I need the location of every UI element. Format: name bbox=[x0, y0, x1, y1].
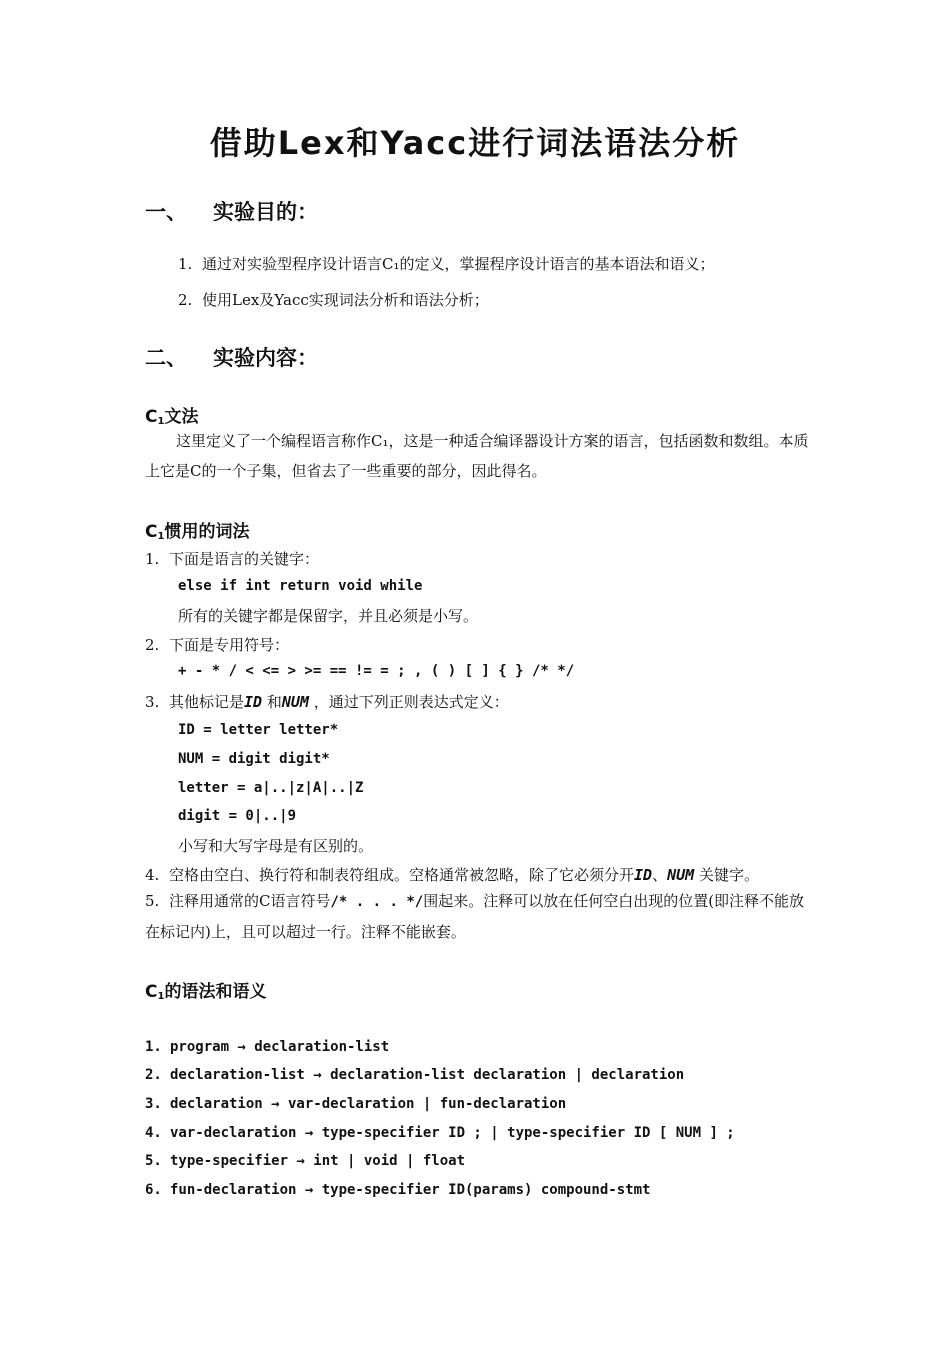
section-heading-purpose bbox=[145, 196, 318, 226]
comment-symbol: /* . . . */ bbox=[330, 894, 424, 910]
grammar-paragraph: 这里定义了一个编程语言称作C₁，这是一种适合编译器设计方案的语言，包括函数和数组。本质上它是C的一个子集，但省去了一些重要的部分，因此得名。 bbox=[145, 432, 809, 480]
list-number: 3. bbox=[145, 693, 160, 711]
list-number: 2. bbox=[145, 636, 160, 654]
subsection-heading-lexical bbox=[145, 517, 249, 542]
lexical-item-5 bbox=[145, 886, 815, 947]
rule-number: 5. bbox=[145, 1153, 162, 1169]
rule-text: fun-declaration → type-specifier ID(params) compound-stmt bbox=[170, 1182, 651, 1198]
list-text: 通过对实验型程序设计语言C₁的定义，掌握程序设计语言的基本语法和语义； bbox=[202, 255, 715, 273]
lexical-item-2 bbox=[145, 634, 289, 655]
list-text: 注释用通常的C语言符号 bbox=[169, 892, 331, 910]
keywords-line: else if int return void while bbox=[178, 578, 423, 594]
rule-text: type-specifier → int | void | float bbox=[170, 1153, 466, 1169]
grammar-rule bbox=[145, 1182, 650, 1198]
heading-subscript: 1 bbox=[157, 416, 165, 427]
regex-line: letter = a|..|z|A|..|Z bbox=[178, 780, 364, 796]
section-number: 一、 bbox=[145, 200, 187, 224]
heading-letter: C bbox=[145, 982, 158, 1002]
lexical-item-3 bbox=[145, 691, 509, 712]
lexical-item-4 bbox=[145, 864, 759, 885]
document-title: 借助Lex和Yacc进行词法语法分析 bbox=[209, 124, 741, 162]
list-text: 其他标记是 bbox=[169, 693, 245, 711]
rule-number: 1. bbox=[145, 1039, 162, 1055]
heading-text: 惯用的词法 bbox=[164, 522, 250, 542]
list-text: 空格由空白、换行符和制表符组成。空格通常被忽略，除了它必须分开 bbox=[169, 866, 635, 884]
heading-letter: C bbox=[145, 522, 158, 542]
token-num: NUM bbox=[281, 693, 309, 711]
regex-line: ID = letter letter* bbox=[178, 722, 339, 738]
rule-number: 4. bbox=[145, 1125, 162, 1141]
list-text: 下面是语言的关键字： bbox=[169, 550, 320, 568]
rule-number: 6. bbox=[145, 1182, 162, 1198]
symbols-line: + - * / < <= > >= == != = ; , ( ) [ ] { } /* */ bbox=[178, 663, 575, 679]
heading-subscript: 1 bbox=[157, 991, 165, 1002]
list-text: 关键字。 bbox=[698, 866, 759, 884]
list-text: ，通过下列正则表达式定义： bbox=[313, 693, 509, 711]
list-text: 、 bbox=[652, 866, 668, 884]
list-number: 1. bbox=[178, 255, 193, 273]
token-id: ID bbox=[244, 693, 263, 711]
list-item bbox=[178, 289, 489, 310]
subsection-heading-syntax bbox=[145, 977, 266, 1002]
list-item bbox=[178, 253, 715, 274]
section-title: 实验目的： bbox=[213, 200, 318, 224]
grammar-rule bbox=[145, 1096, 566, 1112]
grammar-rule bbox=[145, 1067, 684, 1083]
rule-text: program → declaration-list bbox=[170, 1039, 390, 1055]
list-text: 和 bbox=[266, 693, 282, 711]
rule-number: 2. bbox=[145, 1067, 162, 1083]
rule-text: declaration-list → declaration-list declaration | declaration bbox=[170, 1067, 685, 1083]
subsection-heading-grammar bbox=[145, 402, 198, 427]
list-number: 5. bbox=[145, 892, 160, 910]
list-text: 下面是专用符号： bbox=[169, 636, 290, 654]
list-text: 使用Lex及Yacc实现词法分析和语法分析； bbox=[202, 291, 489, 309]
section-heading-content bbox=[145, 342, 318, 372]
regex-line: digit = 0|..|9 bbox=[178, 808, 297, 824]
section-title: 实验内容： bbox=[213, 346, 318, 370]
case-note: 小写和大写字母是有区别的。 bbox=[178, 837, 374, 855]
list-number: 2. bbox=[178, 291, 193, 309]
grammar-rule bbox=[145, 1153, 465, 1169]
rule-text: var-declaration → type-specifier ID ; | type-specifier ID [ NUM ] ; bbox=[170, 1125, 735, 1141]
list-number: 1. bbox=[145, 550, 160, 568]
keywords-note: 所有的关键字都是保留字，并且必须是小写。 bbox=[178, 607, 479, 625]
heading-subscript: 1 bbox=[157, 531, 165, 542]
grammar-rule bbox=[145, 1125, 735, 1141]
list-number: 4. bbox=[145, 866, 160, 884]
grammar-rule bbox=[145, 1039, 389, 1055]
token-id: ID bbox=[634, 866, 653, 884]
heading-text: 的语法和语义 bbox=[164, 982, 267, 1002]
section-number: 二、 bbox=[145, 346, 187, 370]
heading-letter: C bbox=[145, 407, 158, 427]
token-num: NUM bbox=[667, 866, 695, 884]
heading-text: 文法 bbox=[164, 407, 199, 427]
lexical-item-1 bbox=[145, 548, 319, 569]
regex-line: NUM = digit digit* bbox=[178, 751, 330, 767]
list-text: 围起来。注释可以放在任何空白出现的位置(即注释不能放在标记内)上，且可以超过一行。注释不能嵌套。 bbox=[145, 892, 805, 941]
rule-number: 3. bbox=[145, 1096, 162, 1112]
rule-text: declaration → var-declaration | fun-declaration bbox=[170, 1096, 567, 1112]
